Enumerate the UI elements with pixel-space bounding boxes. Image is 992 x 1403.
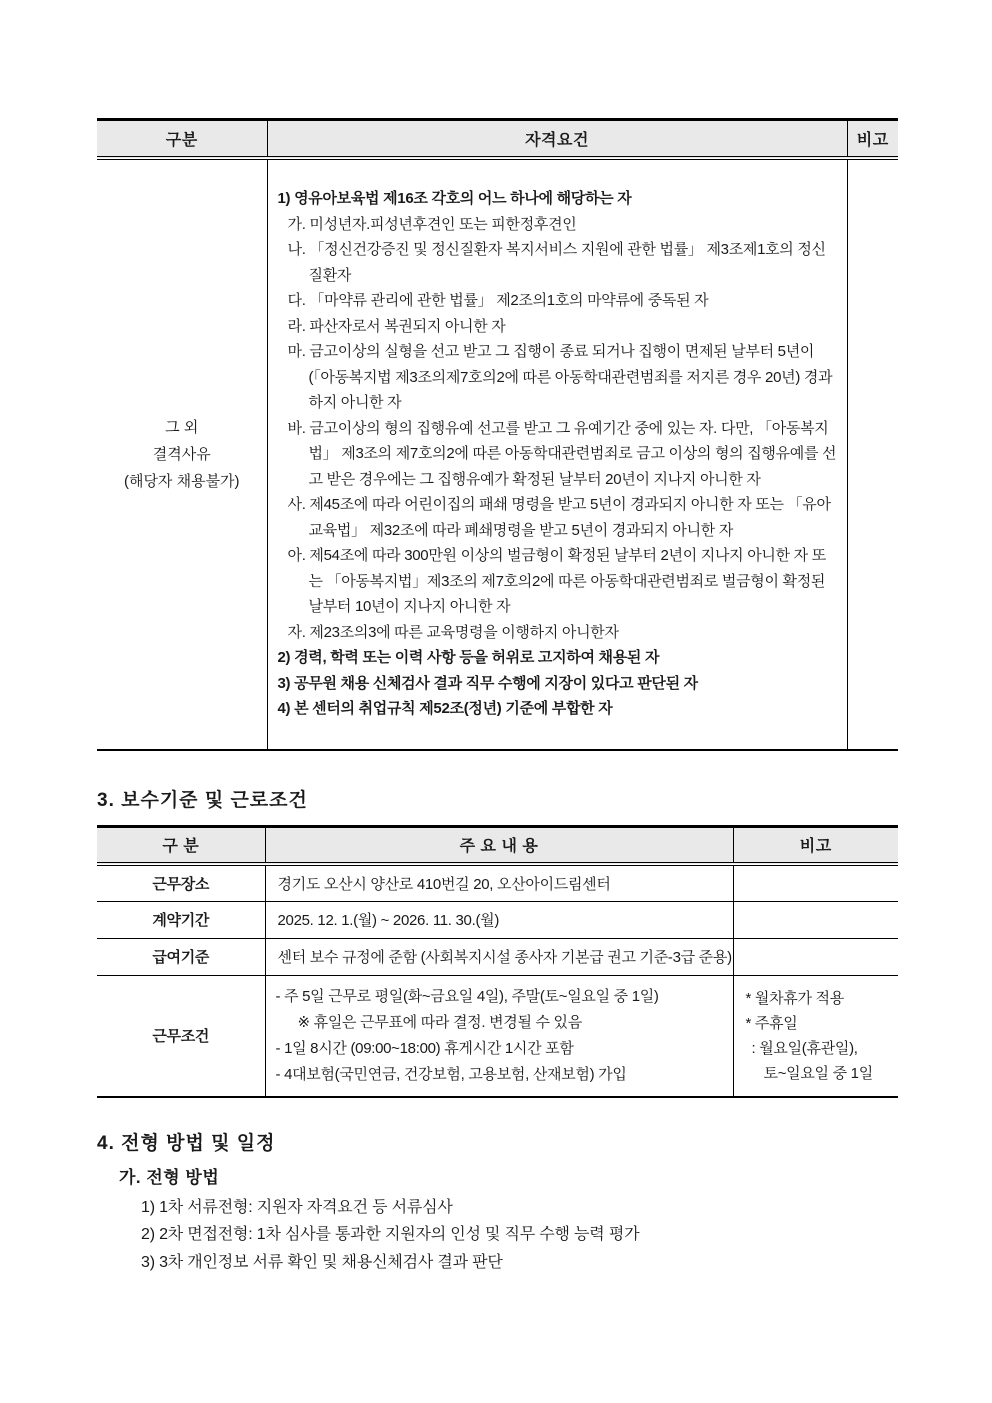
section3-title: 3. 보수기준 및 근로조건 bbox=[97, 789, 308, 811]
qual-item-1-ja: 자. 제23조의3에 따른 교육명령을 이행하지 아니한자 bbox=[287, 623, 619, 641]
conditions-line-insurance: - 4대보험(국민연금, 건강보험, 고용보험, 산재보험) 가입 bbox=[275, 1065, 627, 1083]
qual-item-1-ma: 마. 금고이상의 실형을 선고 받고 그 집행이 종료 되거나 집행이 면제된 날부터 5년이 (「아동복지법 제3조의제7호의2에 따른 아동학대관련범죄를 저지른 경우 20년) 경과하지 아니한 자 bbox=[287, 343, 833, 412]
compensation-table-header-row bbox=[97, 826, 898, 864]
table-row-salary bbox=[97, 938, 898, 975]
qual-item-4: 4) 본 센터의 취업규칙 제52조(정년) 기준에 부합한 자 bbox=[277, 700, 613, 718]
note-weekly-holiday: * 주휴일 bbox=[745, 1014, 798, 1032]
note-weekend-one-day: 토~일요일 중 1일 bbox=[763, 1064, 873, 1082]
qual-item-1-da: 다. 「마약류 관리에 관한 법률」 제2조의1호의 마약류에 중독된 자 bbox=[287, 292, 709, 310]
table-row-conditions bbox=[97, 975, 898, 1097]
qual-category-line2: 결격사유 bbox=[152, 445, 211, 463]
qual-item-1-ra: 라. 파산자로서 복권되지 아니한 자 bbox=[287, 317, 506, 335]
qual-item-1-ba: 바. 금고이상의 형의 집행유예 선고를 받고 그 유예기간 중에 있는 자. 다만, 「아동복지법」 제3조의 제7호의2에 따른 아동학대관련범죄로 금고 이상의 형의 집행유예를 선고 받은 경우에는 그 집행유예가 확정된 날부터 20년이 지나지 아니한 자 bbox=[287, 419, 837, 488]
compensation-table bbox=[97, 825, 898, 1098]
qualification-table bbox=[97, 118, 898, 751]
qual-item-1-ga: 가. 미성년자.피성년후견인 또는 피한정후견인 bbox=[287, 215, 577, 233]
selection-step-3: 3) 3차 개인정보 서류 확인 및 채용신체검사 결과 판단 bbox=[141, 1253, 503, 1271]
workplace-note bbox=[733, 864, 898, 901]
selection-step-2: 2) 2차 면접전형: 1차 심사를 통과한 지원자의 인성 및 직무 수행 능력 평가 bbox=[141, 1226, 640, 1243]
salary-content: 센터 보수 규정에 준함 (사회복지시설 종사자 기본급 권고 기준-3급 준용) bbox=[265, 938, 733, 975]
qual-category-cell bbox=[97, 158, 267, 750]
qual-item-1-na: 나. 「정신건강증진 및 정신질환자 복지서비스 지원에 관한 법률」 제3조제1호의 정신질환자 bbox=[287, 241, 826, 284]
qualification-table-header-row bbox=[97, 120, 898, 158]
comp-header-content: 주 요 내 용 bbox=[265, 826, 733, 864]
qual-item-1-ah: 아. 제54조에 따라 300만원 이상의 벌금형이 확정된 날부터 2년이 지나지 아니한 자 또는 「아동복지법」제3조의 제7호의2에 따른 아동학대관련범죄로 벌금형이 확정된 날부터 10년이 지나지 아니한 자 bbox=[287, 547, 826, 616]
workplace-content: 경기도 오산시 양산로 410번길 20, 오산아이드림센터 bbox=[265, 864, 733, 901]
qual-category-line3: (해당자 채용불가) bbox=[123, 472, 240, 490]
conditions-line-holiday-note: ※ 휴일은 근무표에 따라 결정. 변경될 수 있음 bbox=[297, 1013, 582, 1031]
conditions-line-hours: - 1일 8시간 (09:00~18:00) 휴게시간 1시간 포함 bbox=[275, 1039, 574, 1057]
qual-header-requirements: 자격요건 bbox=[267, 120, 847, 158]
table-row-contract bbox=[97, 901, 898, 938]
qual-item-2: 2) 경력, 학력 또는 이력 사항 등을 허위로 고지하여 채용된 자 bbox=[277, 649, 660, 667]
comp-header-category: 구 분 bbox=[97, 826, 265, 864]
salary-note bbox=[733, 938, 898, 975]
section4-subtitle: 가. 전형 방법 bbox=[119, 1167, 220, 1187]
comp-header-note: 비고 bbox=[733, 826, 898, 864]
conditions-line-workdays: - 주 5일 근무로 평일(화~금요일 4일), 주말(토~일요일 중 1일) bbox=[275, 987, 659, 1005]
qualification-table-body-row bbox=[97, 158, 898, 750]
section4-steps bbox=[141, 1194, 898, 1277]
workplace-label: 근무장소 bbox=[97, 864, 265, 901]
contract-content: 2025. 12. 1.(월) ~ 2026. 11. 30.(월) bbox=[265, 901, 733, 938]
table-row-workplace bbox=[97, 864, 898, 901]
conditions-label: 근무조건 bbox=[97, 975, 265, 1097]
salary-label: 급여기준 bbox=[97, 938, 265, 975]
conditions-note bbox=[733, 975, 898, 1097]
qual-note-cell bbox=[847, 158, 898, 750]
qual-item-3: 3) 공무원 채용 신체검사 결과 직무 수행에 지장이 있다고 판단된 자 bbox=[277, 674, 698, 692]
qual-category-line1: 그 외 bbox=[165, 418, 199, 436]
note-monthly-leave: * 월차휴가 적용 bbox=[745, 989, 844, 1007]
note-monday-closed: : 월요일(휴관일), bbox=[751, 1039, 858, 1057]
contract-label: 계약기간 bbox=[97, 901, 265, 938]
conditions-content bbox=[265, 975, 733, 1097]
qual-requirements-cell bbox=[267, 158, 847, 750]
qual-item-1-sa: 사. 제45조에 따라 어린이집의 패쇄 명령을 받고 5년이 경과되지 아니한 자 또는 「유아교육법」 제32조에 따라 폐쇄명령을 받고 5년이 경과되지 아니한 자 bbox=[287, 496, 831, 539]
qual-header-note: 비고 bbox=[847, 120, 898, 158]
qual-header-category: 구분 bbox=[97, 120, 267, 158]
section4-title: 4. 전형 방법 및 일정 bbox=[97, 1132, 276, 1154]
qual-item-1: 1) 영유아보육법 제16조 각호의 어느 하나에 해당하는 자 bbox=[277, 190, 632, 208]
contract-note bbox=[733, 901, 898, 938]
selection-step-1: 1) 1차 서류전형: 지원자 자격요건 등 서류심사 bbox=[141, 1198, 453, 1216]
